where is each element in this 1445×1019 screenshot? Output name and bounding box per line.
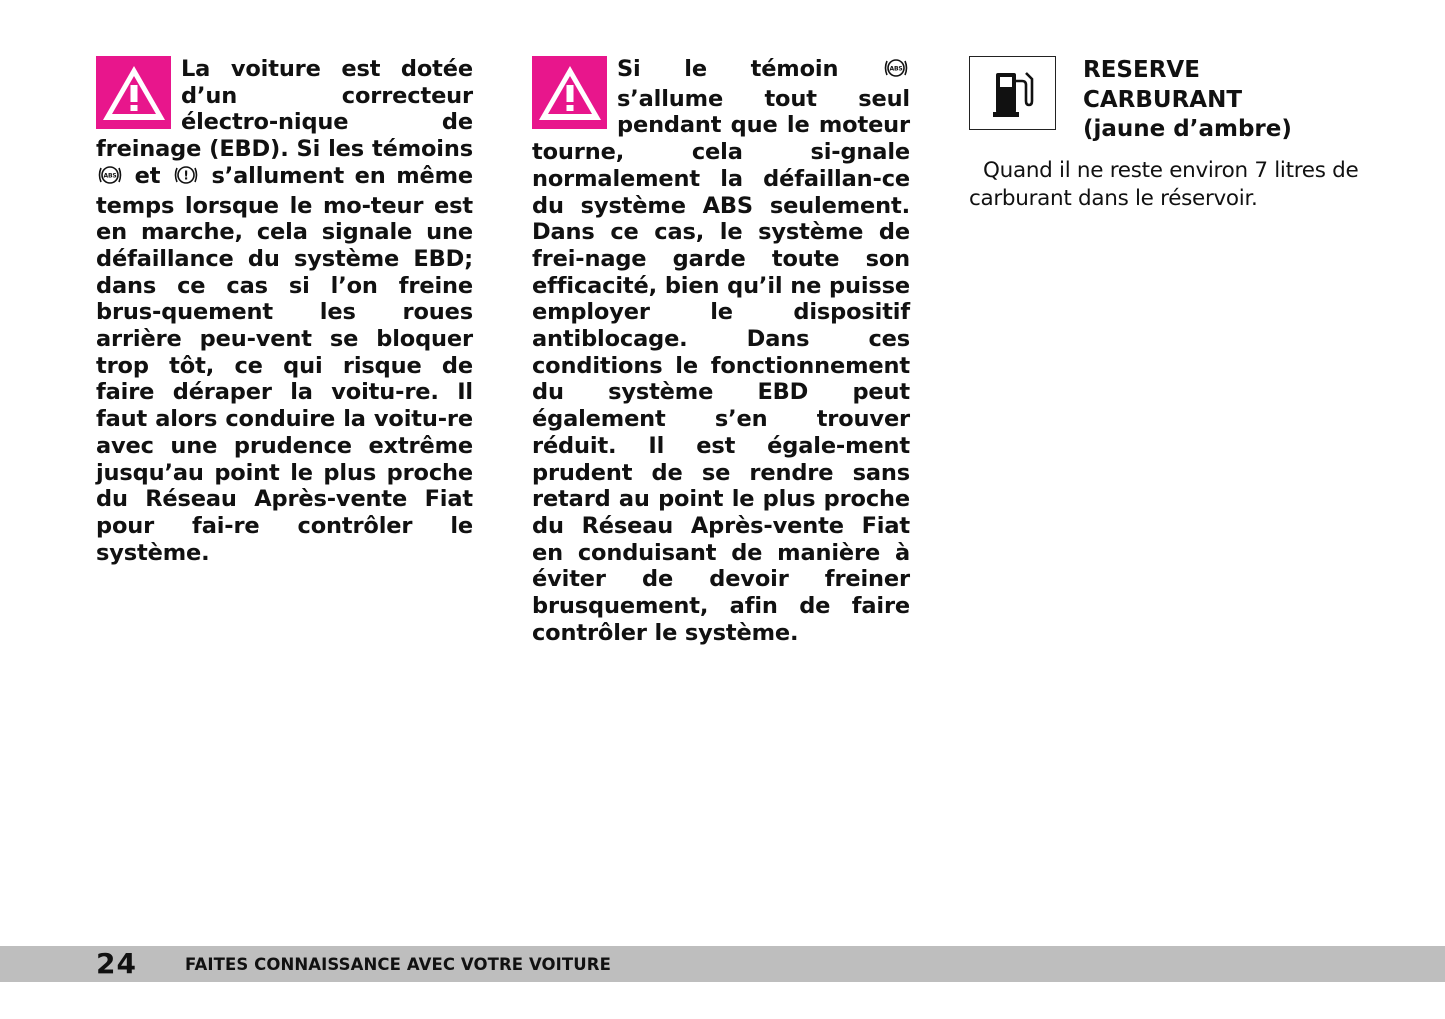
fuel-pump-icon [969,56,1056,130]
warning-text-part2: s’allume tout seul pendant que le moteur tourne, cela si-gnale normalement la défaillan-ce du système ABS seulement. Dans ce cas, le système de frei-nage garde toute son efficacité, bien qu’il ne puisse employer le dispositif antiblocage. Dans ces conditions le fonctionnement du système EBD peut également s’en trouver réduit. Il est égale-ment prudent de se rendre sans retard au point le plus proche du Réseau Après-vente Fiat en conduisant de manière à éviter de devoir freiner brusquement, afin de faire contrôler le système. [532,85,910,646]
fuel-reserve-text: Quand il ne reste environ 7 litres de carburant dans le réservoir. [969,158,1359,211]
warning-triangle-icon [96,56,171,129]
warning-triangle-icon [532,56,607,129]
abs-icon [884,57,908,86]
page-number: 24 [96,947,137,980]
section-title: FAITES CONNAISSANCE AVEC VOTRE VOITURE [185,955,611,974]
fuel-title-line1: RESERVE [1083,57,1200,83]
warning-block-ebd [96,56,473,566]
warning-text-part1: La voiture est dotée d’un correcteur électro-nique de freinage (EBD). Si les témoins [96,56,473,163]
warning-text-part2: s’allument en même temps lorsque le mo-teur est en marche, cela signale une défaillance du système EBD; dans ce cas si l’on freine brus-quement les roues arrière peu-vent se bloquer trop tôt, ce qui risque de faire déraper la voitu-re. Il faut alors conduire la voitu-re avec une prudence extrême jusqu’au point le plus proche du Réseau Après-vente Fiat pour fai-re contrôler le système. [96,162,474,566]
abs-icon-label: ABS [103,172,117,180]
fuel-reserve-title [1083,56,1343,145]
fuel-title-line2: CARBURANT [1083,86,1243,113]
abs-icon-label: ABS [889,65,903,73]
abs-icon [98,164,122,193]
fuel-title-line3: (jaune d’ambre) [1083,116,1292,142]
brake-icon-label: ! [183,168,189,183]
warning-text-part1: Si le témoin [617,56,839,82]
warning-block-abs [532,56,910,646]
brake-warning-icon [173,164,199,193]
warning-text-and: et [134,162,161,189]
